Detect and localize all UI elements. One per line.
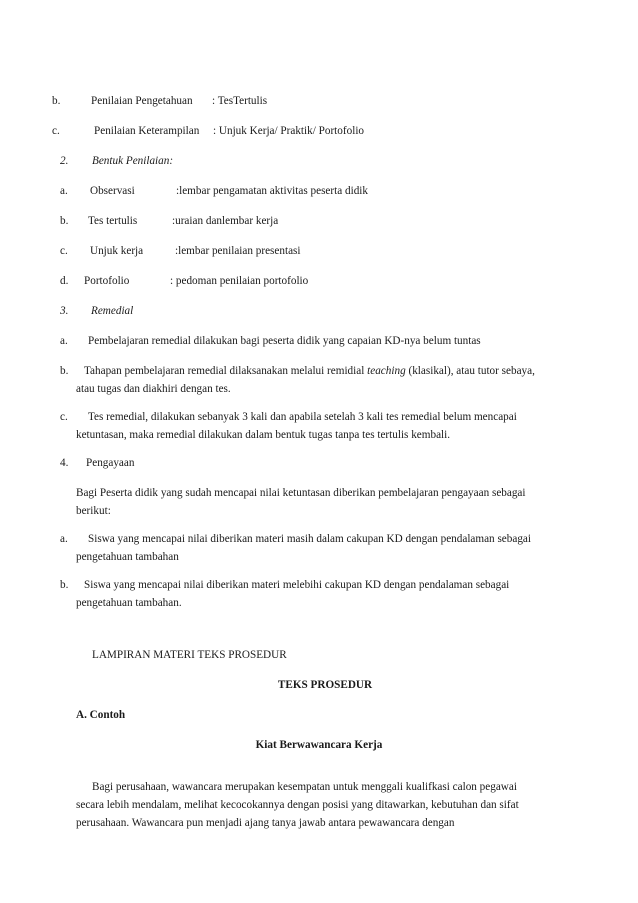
- remedial-a-marker: a.: [60, 335, 68, 347]
- section-4-title: Pengayaan: [86, 457, 135, 469]
- bentuk-a-label: Observasi: [90, 185, 135, 197]
- bentuk-b-value: :uraian danlembar kerja: [172, 215, 279, 227]
- section-4-number: 4.: [60, 457, 69, 469]
- section-2-title: Bentuk Penilaian:: [92, 155, 174, 167]
- pengayaan-b-line2: pengetahuan tambahan.: [76, 597, 182, 609]
- body-line-1: Bagi perusahaan, wawancara merupakan kesempatan untuk menggali kualifkasi calon pegawai: [92, 781, 517, 793]
- item-c-value: : Unjuk Kerja/ Praktik/ Portofolio: [213, 125, 365, 137]
- pengayaan-a-line2: pengetahuan tambahan: [76, 551, 179, 563]
- bentuk-d-marker: d.: [60, 275, 69, 287]
- pengayaan-b-marker: b.: [60, 579, 69, 591]
- section-2-number: 2.: [60, 155, 69, 167]
- bentuk-b-marker: b.: [60, 215, 69, 227]
- body-line-3: perusahaan. Wawancara pun menjadi ajang tanya jawab antara pewawancara dengan: [76, 817, 455, 829]
- bentuk-d-label: Portofolio: [84, 275, 130, 287]
- section-3-number: 3.: [60, 305, 69, 317]
- remedial-b-line1: Tahapan pembelajaran remedial dilaksanakan melalui remidial teaching (klasikal), atau tutor sebaya,: [84, 365, 535, 377]
- bentuk-c-value: :lembar penilaian presentasi: [175, 245, 301, 257]
- remedial-c-line2: ketuntasan, maka remedial dilakukan dalam bentuk tugas tanpa tes tertulis kembali.: [76, 429, 451, 441]
- section-heading: TEKS PROSEDUR: [277, 679, 373, 691]
- bentuk-a-value: :lembar pengamatan aktivitas peserta didik: [176, 185, 368, 197]
- section-3-title: Remedial: [91, 305, 134, 317]
- bentuk-a-marker: a.: [60, 185, 68, 197]
- item-c-label: Penilaian Keterampilan: [94, 125, 200, 137]
- bentuk-c-label: Unjuk kerja: [90, 245, 144, 257]
- pengayaan-a-line1: Siswa yang mencapai nilai diberikan materi masih dalam cakupan KD dengan pendalaman sebagai: [88, 533, 531, 545]
- subheading-contoh: A. Contoh: [76, 709, 126, 721]
- pengayaan-intro-line1: Bagi Peserta didik yang sudah mencapai nilai ketuntasan diberikan pembelajaran pengayaan sebagai: [76, 487, 526, 499]
- item-b-marker: b.: [52, 95, 61, 107]
- remedial-b-marker: b.: [60, 365, 69, 377]
- bentuk-d-value: : pedoman penilaian portofolio: [170, 275, 309, 287]
- body-line-2: secara lebih mendalam, melihat kecocokannya dengan posisi yang ditawarkan, kebutuhan dan sifat: [76, 799, 519, 811]
- item-b-label: Penilaian Pengetahuan: [91, 95, 193, 107]
- bentuk-c-marker: c.: [60, 245, 68, 257]
- pengayaan-intro-line2: berikut:: [76, 505, 111, 517]
- remedial-b-line2: atau tugas dan diakhiri dengan tes.: [76, 383, 231, 395]
- item-c-marker: c.: [52, 125, 60, 137]
- remedial-a-text: Pembelajaran remedial dilakukan bagi peserta didik yang capaian KD-nya belum tuntas: [88, 335, 481, 347]
- pengayaan-a-marker: a.: [60, 533, 68, 545]
- bentuk-b-label: Tes tertulis: [88, 215, 138, 227]
- article-title: Kiat Berwawancara Kerja: [255, 739, 383, 751]
- lampiran-heading: LAMPIRAN MATERI TEKS PROSEDUR: [92, 649, 287, 661]
- pengayaan-b-line1: Siswa yang mencapai nilai diberikan materi melebihi cakupan KD dengan pendalaman sebagai: [84, 579, 510, 591]
- item-b-value: : TesTertulis: [212, 95, 268, 107]
- remedial-c-marker: c.: [60, 411, 68, 423]
- remedial-c-line1: Tes remedial, dilakukan sebanyak 3 kali dan apabila setelah 3 kali tes remedial belum mencapai: [88, 411, 517, 423]
